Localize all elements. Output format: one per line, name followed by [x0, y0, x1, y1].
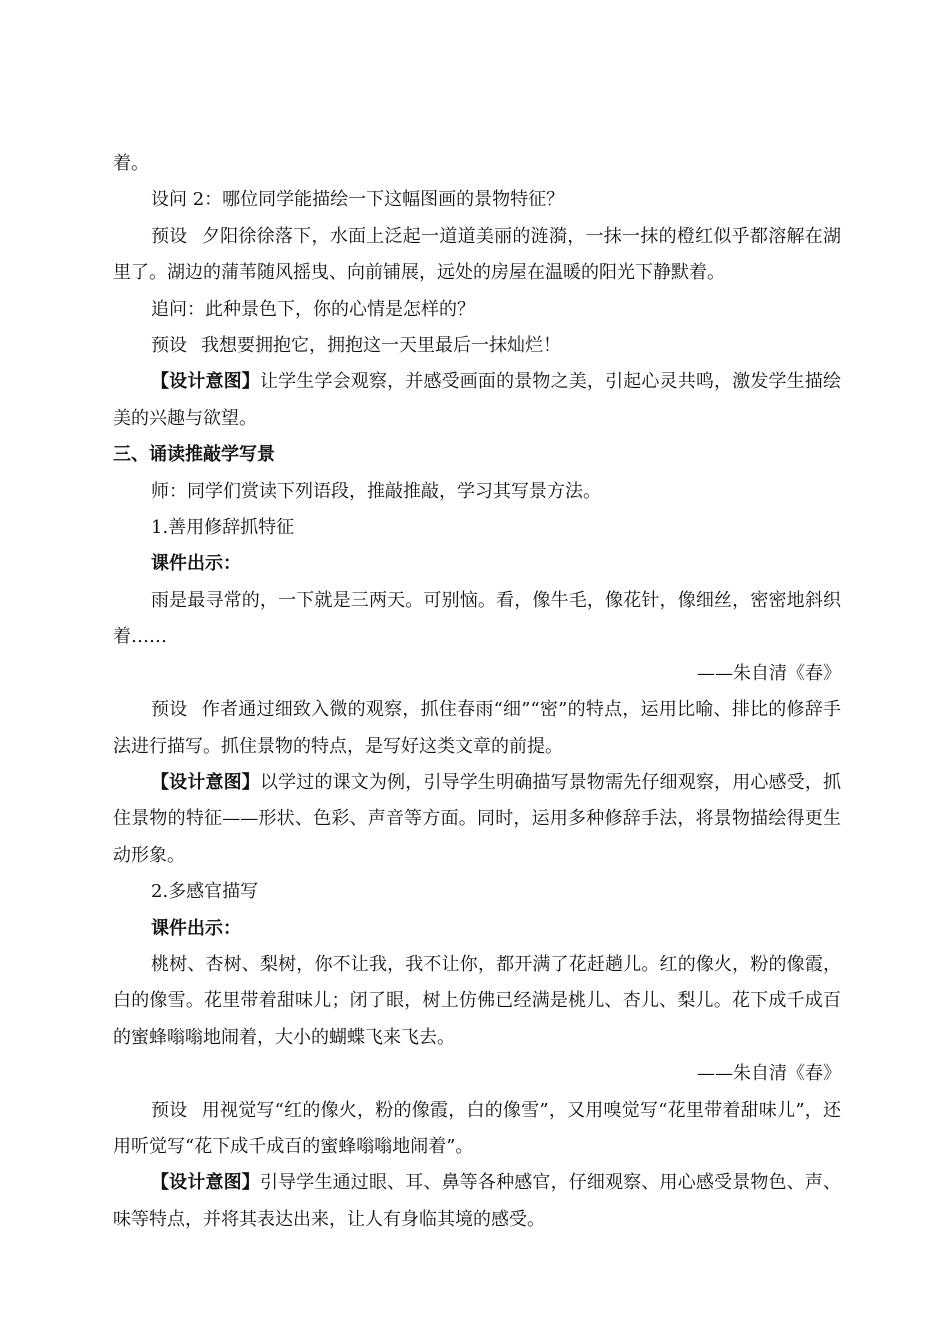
design-intent-text: 让学生学会观察，并感受画面的景物之美，引起心灵共鸣，激发学生描绘美的兴趣与欲望。: [113, 371, 842, 429]
subsection-2-title: 2.多感官描写: [151, 881, 259, 903]
question-2: 设问 2：哪位同学能描绘一下这幅图画的景物特征？: [151, 189, 565, 211]
preset-label: 预设: [151, 699, 188, 721]
design-intent-2: [113, 765, 841, 874]
quote-2-source: ——朱自清《春》: [697, 1063, 841, 1085]
courseware-label-2: 课件出示：: [151, 917, 241, 939]
preset-answer-4: [113, 1093, 841, 1166]
quote-2: 桃树、杏树、梨树，你不让我，我不让你，都开满了花赶趟儿。红的像火，粉的像霞，白的像雪。花里带着甜味儿；闭了眼，树上仿佛已经满是桃儿、杏儿、梨儿。花下成千成百的蜜蜂嗡嗡地闹着，大小的蝴蝶飞来飞去。: [113, 953, 841, 1048]
follow-up-question: 追问：此种景色下，你的心情是怎样的？: [151, 298, 475, 320]
design-intent-3: [113, 1165, 841, 1238]
preset-text: 作者通过细致入微的观察，抓住春雨“细”“密”的特点，运用比喻、排比的修辞手法进行描写。抓住景物的特点，是写好这类文章的前提。: [113, 699, 841, 757]
preset-answer-1: [113, 219, 841, 292]
courseware-label-1: 课件出示：: [151, 553, 241, 575]
quote-1: 雨是最寻常的，一下就是三两天。可别恼。看，像牛毛，像花针，像细丝，密密地斜织着……: [113, 589, 841, 648]
preset-label: 预设: [151, 225, 188, 247]
preset-label: 预设: [151, 335, 187, 357]
quote-1-source: ——朱自清《春》: [697, 662, 841, 684]
design-intent-label: 【设计意图】: [151, 371, 260, 393]
paragraph-continuation: 着。: [113, 153, 149, 174]
subsection-1-title: 1.善用修辞抓特征: [151, 517, 295, 539]
design-intent-1: [113, 364, 841, 437]
preset-text: 夕阳徐徐落下，水面上泛起一道道美丽的涟漪，一抹一抹的橙红似乎都溶解在湖里了。湖边的蒲苇随风摇曳、向前铺展，远处的房屋在温暖的阳光下静默着。: [113, 225, 842, 284]
preset-text: 我想要拥抱它，拥抱这一天里最后一抹灿烂！: [201, 335, 561, 357]
section-3-heading: 三、诵读推敲学写景: [113, 444, 275, 466]
preset-answer-3: [113, 692, 841, 765]
preset-text: 用视觉写“红的像火，粉的像霞，白的像雪”，又用嗅觉写“花里带着甜味儿”，还用听觉写“花下成千成百的蜜蜂嗡嗡地闹着”。: [113, 1099, 842, 1157]
design-intent-text: 以学过的课文为例，引导学生明确描写景物需先仔细观察，用心感受，抓住景物的特征——形状、色彩、声音等方面。同时，运用多种修辞手法，将景物描绘得更生动形象。: [113, 771, 842, 866]
design-intent-label: 【设计意图】: [151, 771, 260, 793]
teacher-instruction: 师：同学们赏读下列语段，推敲推敲，学习其写景方法。: [151, 480, 601, 502]
design-intent-label: 【设计意图】: [151, 1172, 260, 1194]
design-intent-text: 引导学生通过眼、耳、鼻等各种感官，仔细观察、用心感受景物色、声、味等特点，并将其表达出来，让人有身临其境的感受。: [113, 1172, 842, 1230]
document-page: [113, 146, 841, 1238]
preset-label: 预设: [151, 1099, 188, 1121]
preset-answer-2: [113, 328, 841, 364]
